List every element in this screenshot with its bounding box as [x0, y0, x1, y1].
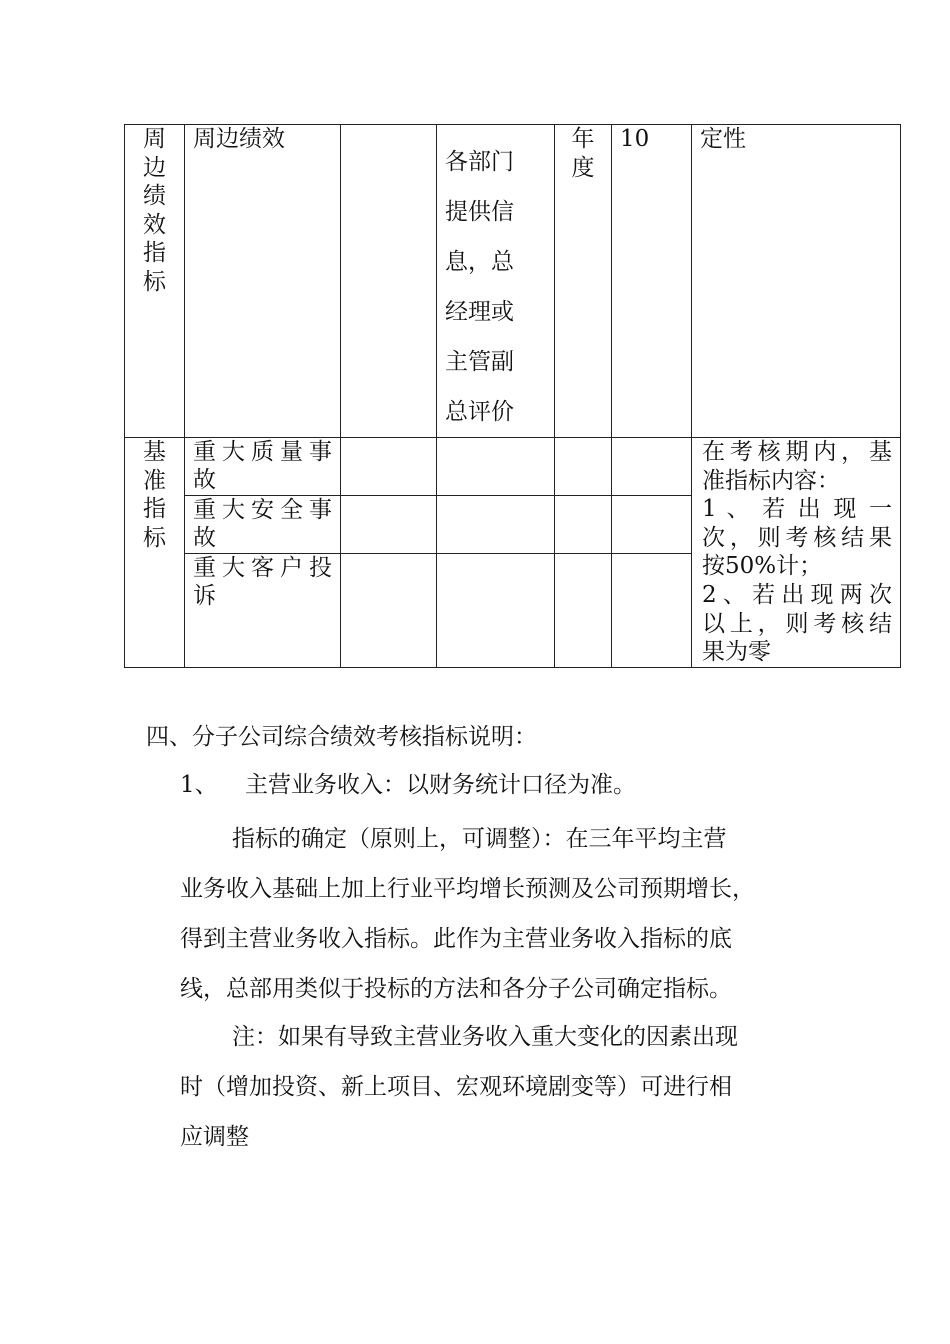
empty-cell	[437, 554, 555, 668]
empty-cell	[437, 438, 555, 496]
note-line: 在考核期内，基	[702, 439, 892, 465]
note-line: 按50%计；	[702, 553, 823, 580]
empty-cell	[555, 438, 612, 496]
source-cell	[437, 125, 555, 438]
indicator-line: 诉	[193, 583, 216, 609]
weight-cell	[612, 125, 692, 438]
indicator-line: 重大质量事	[193, 439, 332, 465]
benchmark-indicator-cell	[185, 554, 341, 668]
note-line: 2、若出现两次	[702, 581, 892, 608]
empty-cell	[341, 125, 437, 438]
paragraph-line: 应调整	[180, 1124, 249, 1150]
weight-value: 10	[620, 126, 650, 152]
empty-cell	[341, 554, 437, 668]
note-line: 以上，则考核结	[702, 610, 892, 637]
indicator-label: 周边绩效	[193, 126, 285, 152]
category-cell	[125, 125, 185, 438]
note-paragraph	[180, 1012, 802, 1162]
empty-cell	[612, 554, 692, 668]
empty-cell	[555, 554, 612, 668]
note-line: 1 、 若 出 现 一	[702, 496, 892, 523]
paragraph-line: 线，总部用类似于投标的方法和各分子公司确定指标。	[180, 976, 732, 1002]
source-line: 总评价	[445, 399, 514, 425]
item-number: 1、	[180, 772, 218, 798]
benchmark-category-cell	[125, 438, 185, 668]
paragraph-line: 时（增加投资、新上项目、宏观环境剧变等）可进行相	[180, 1074, 732, 1100]
source-line: 经理或	[445, 299, 514, 325]
performance-indicator-table	[124, 124, 901, 668]
period-label: 年度	[571, 126, 595, 181]
source-line: 主管副	[445, 349, 514, 375]
benchmark-indicator-cell	[185, 496, 341, 554]
indicator-line: 重大安全事	[193, 497, 332, 523]
table-row	[125, 125, 901, 438]
paragraph-line: 指标的确定（原则上，可调整）：在三年平均主营	[232, 826, 727, 852]
benchmark-note-cell	[692, 438, 901, 668]
note-line: 准指标内容：	[702, 467, 840, 494]
empty-cell	[341, 438, 437, 496]
indicator-definition-paragraph	[180, 814, 802, 1014]
empty-cell	[555, 496, 612, 554]
source-line: 提供信	[445, 199, 514, 225]
table-row	[125, 438, 901, 496]
empty-cell	[437, 496, 555, 554]
item-heading: 主营业务收入：以财务统计口径为准。	[245, 772, 636, 798]
indicator-line: 重大客户投	[193, 555, 332, 581]
note-line: 果为零	[702, 639, 771, 666]
section-heading: 四、分子公司综合绩效考核指标说明：	[146, 724, 537, 750]
category-label: 周边绩效指标	[143, 126, 166, 295]
indicator-cell	[185, 125, 341, 438]
indicator-line: 故	[193, 525, 216, 551]
paragraph-line: 业务收入基础上加上行业平均增长预测及公司预期增长，	[180, 876, 755, 902]
period-cell	[555, 125, 612, 438]
paragraph-line: 注：如果有导致主营业务收入重大变化的因素出现	[232, 1024, 738, 1050]
benchmark-indicator-cell	[185, 438, 341, 496]
paragraph-line: 得到主营业务收入指标。此作为主营业务收入指标的底	[180, 926, 732, 952]
empty-cell	[341, 496, 437, 554]
empty-cell	[612, 496, 692, 554]
note-line: 次，则考核结果	[702, 524, 892, 551]
source-line: 息，总	[445, 249, 514, 275]
benchmark-category-label: 基准指标	[143, 439, 166, 551]
method-label: 定性	[700, 126, 746, 152]
method-cell	[692, 125, 901, 438]
indicator-line: 故	[193, 467, 216, 493]
empty-cell	[612, 438, 692, 496]
source-line: 各部门	[445, 149, 514, 175]
